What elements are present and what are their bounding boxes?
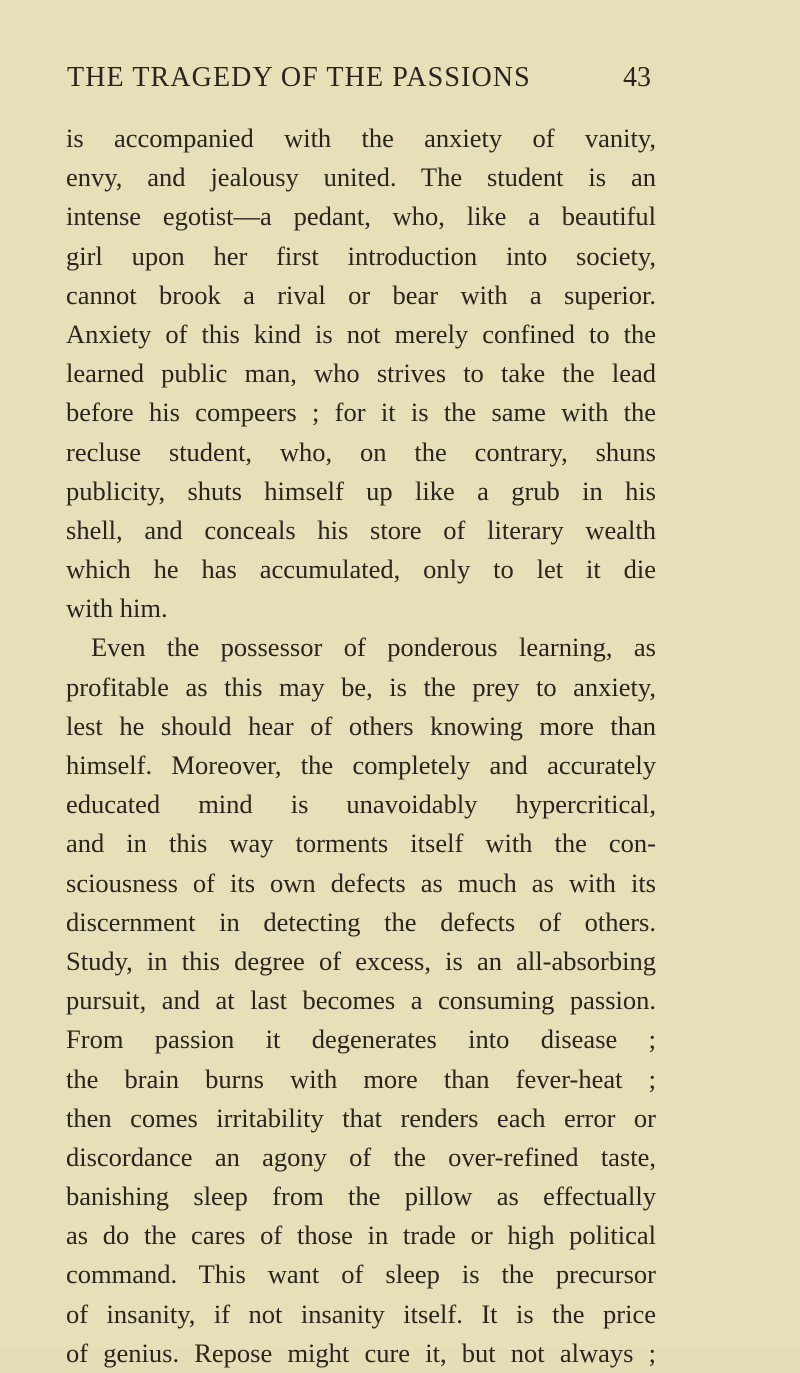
text-line: publicity, shuts himself up like a grub in his bbox=[66, 475, 656, 506]
text-line: Anxiety of this kind is not merely confined to the bbox=[66, 318, 656, 349]
text-line: command. This want of sleep is the precursor bbox=[66, 1259, 656, 1290]
text-line: which he has accumulated, only to let it die bbox=[66, 554, 656, 585]
text-line: discordance an agony of the over-refined taste, bbox=[66, 1141, 656, 1172]
text-line: before his compeers ; for it is the same with the bbox=[66, 397, 656, 428]
text-line: banishing sleep from the pillow as effectually bbox=[66, 1181, 656, 1212]
text-line: himself. Moreover, the completely and accurately bbox=[66, 750, 656, 780]
text-line: then comes irritability that renders each error or bbox=[66, 1102, 656, 1133]
text-line: and in this way torments itself with the con- bbox=[66, 828, 656, 859]
page-header bbox=[0, 62, 800, 102]
text-line: lest he should hear of others knowing more than bbox=[66, 710, 656, 741]
page-number: 43 bbox=[623, 62, 651, 93]
text-line: Study, in this degree of excess, is an all-absorbing bbox=[66, 945, 656, 976]
text-line: as do the cares of those in trade or high political bbox=[66, 1220, 656, 1251]
paragraph-end-line: with him. bbox=[66, 593, 168, 624]
text-line: girl upon her first introduction into society, bbox=[66, 240, 656, 271]
text-line: is accompanied with the anxiety of vanity, bbox=[66, 123, 656, 153]
text-line: educated mind is unavoidably hypercritical, bbox=[66, 789, 656, 820]
text-line: recluse student, who, on the contrary, shuns bbox=[66, 436, 656, 467]
paragraph-start-line: Even the possessor of ponderous learning, as bbox=[91, 632, 656, 663]
body-text bbox=[66, 119, 656, 1373]
text-line: of insanity, if not insanity itself. It is the price bbox=[66, 1298, 656, 1329]
text-line: From passion it degenerates into disease ; bbox=[66, 1024, 656, 1055]
text-line: profitable as this may be, is the prey to anxiety, bbox=[66, 671, 656, 702]
text-line: learned public man, who strives to take the lead bbox=[66, 358, 656, 389]
text-line: cannot brook a rival or bear with a superior. bbox=[66, 279, 656, 310]
running-head: THE TRAGEDY OF THE PASSIONS bbox=[67, 62, 531, 93]
text-line: shell, and conceals his store of literary wealth bbox=[66, 514, 656, 545]
text-line: of genius. Repose might cure it, but not always ; bbox=[66, 1337, 656, 1368]
text-line: intense egotist—a pedant, who, like a beautiful bbox=[66, 201, 656, 232]
text-line: the brain burns with more than fever-heat ; bbox=[66, 1063, 656, 1094]
text-line: sciousness of its own defects as much as with its bbox=[66, 867, 656, 898]
text-line: pursuit, and at last becomes a consuming passion. bbox=[66, 985, 656, 1016]
text-line: envy, and jealousy united. The student is an bbox=[66, 162, 656, 193]
text-line: discernment in detecting the defects of others. bbox=[66, 906, 656, 937]
